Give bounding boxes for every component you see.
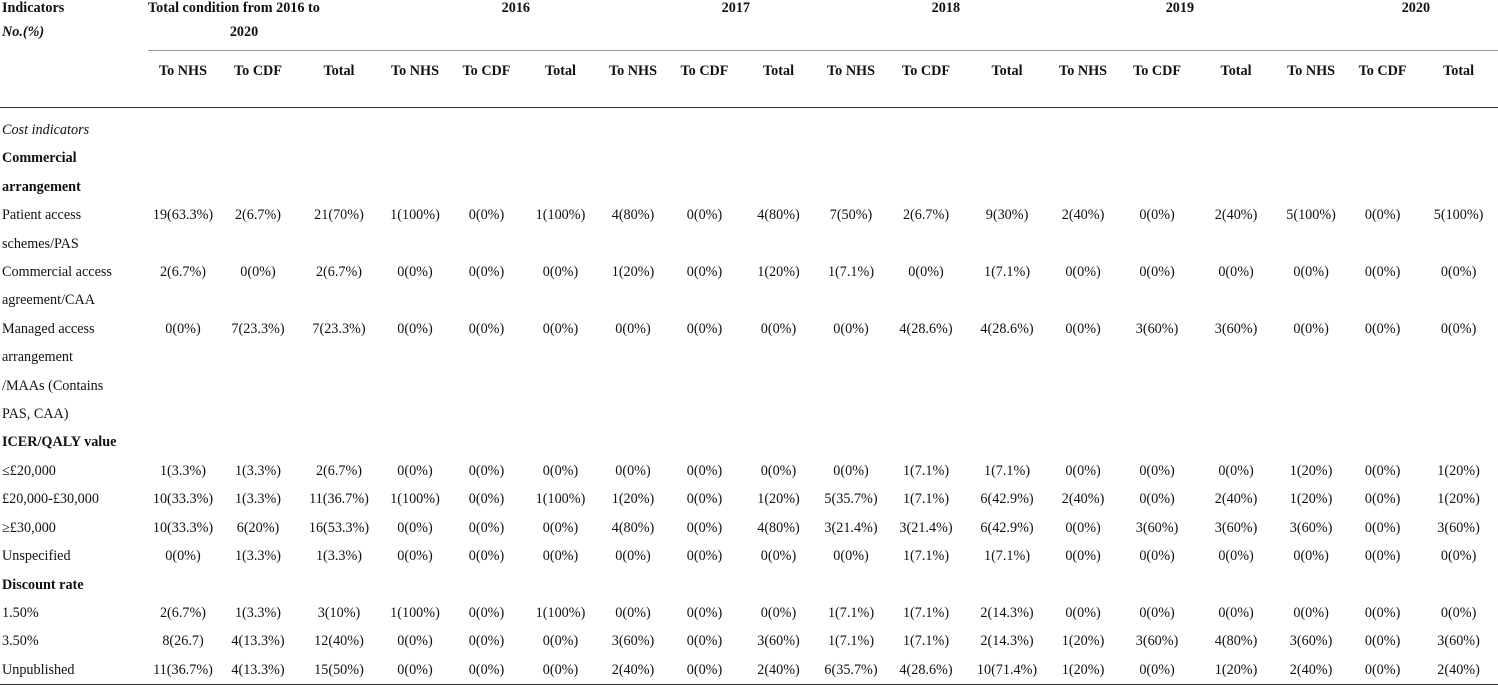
section-label: Cost indicators: [2, 122, 90, 138]
table-cell: 0(0%): [165, 320, 201, 337]
table-cell: 1(7.1%): [902, 604, 950, 621]
table-cell: 1(100%): [390, 604, 440, 621]
table-cell: 0(0%): [397, 320, 433, 337]
table-cell: 1(20%): [757, 491, 800, 508]
table-cell: 0(0%): [1218, 604, 1254, 621]
table-cell: 3(60%): [1214, 320, 1258, 337]
year-2017-rule: [598, 24, 816, 51]
subheader-2020-total: Total: [1443, 63, 1475, 79]
indicator-header: Indicators: [2, 0, 65, 16]
section-label: Discount rate: [2, 576, 84, 593]
table-cell: 0(0%): [908, 264, 944, 281]
table-cell: 4(80%): [611, 519, 655, 536]
table-cell: 0(0%): [686, 519, 723, 536]
row-label-line: Commercial access: [2, 264, 112, 281]
table-cell: 5(35.7%): [824, 491, 878, 508]
table-cell: 6(42.9%): [980, 519, 1034, 536]
table-cell: 1(20%): [1061, 661, 1105, 678]
row-label-line: agreement/CAA: [2, 292, 95, 309]
table-row: [0, 457, 1498, 485]
row-label-line: Managed access: [2, 320, 95, 337]
table-cell: 2(14.3%): [980, 633, 1034, 650]
table-cell: 4(28.6%): [980, 320, 1034, 337]
table-cell: 0(0%): [686, 633, 723, 650]
table-cell: 1(7.1%): [983, 548, 1031, 565]
row-label-line: 3.50%: [2, 633, 39, 650]
table-cell: 0(0%): [760, 548, 797, 565]
table-cell: 1(7.1%): [902, 633, 950, 650]
table-cell: 0(0%): [468, 548, 505, 565]
row-label-line: schemes/PAS: [2, 235, 79, 252]
table-cell: 11(36.7%): [309, 491, 369, 508]
table-cell: 0(0%): [1139, 264, 1175, 281]
table-cell: 1(100%): [535, 491, 586, 508]
subheader-2016-to-nhs: To NHS: [391, 63, 439, 79]
table-cell: 2(6.7%): [234, 207, 282, 224]
subheader-2019-to-cdf: To CDF: [1133, 63, 1182, 79]
section-row: [0, 173, 1498, 201]
table-cell: 7(23.3%): [231, 320, 285, 337]
table-cell: 6(20%): [236, 519, 280, 536]
table-cell: 0(0%): [1065, 519, 1101, 536]
table-cell: 0(0%): [1065, 264, 1101, 281]
table-cell: 1(20%): [1214, 661, 1258, 678]
year-header-2019: 2019: [1165, 0, 1195, 16]
table-cell: 0(0%): [1065, 604, 1101, 621]
subheader-2019-total: Total: [1220, 63, 1252, 79]
total-group-line1: Total condition from 2016 to: [148, 0, 320, 16]
table-cell: 1(100%): [390, 491, 440, 508]
table-cell: 3(60%): [1289, 633, 1333, 650]
table-cell: 1(20%): [757, 264, 800, 281]
table-cell: 12(40%): [314, 633, 364, 650]
table-cell: 1(3.3%): [234, 548, 282, 565]
table-cell: 2(40%): [1289, 661, 1333, 678]
table-cell: 1(20%): [611, 491, 655, 508]
table-cell: 10(33.3%): [152, 519, 214, 536]
table-cell: 0(0%): [1139, 604, 1175, 621]
table-cell: 0(0%): [397, 661, 433, 678]
row-label-line: Unspecified: [2, 548, 71, 565]
subheader-2020-to-cdf: To CDF: [1358, 63, 1407, 79]
table-cell: 0(0%): [468, 661, 505, 678]
section-row: [0, 428, 1498, 456]
section-row: [0, 144, 1498, 172]
table-cell: 0(0%): [165, 548, 201, 565]
table-cell: 2(40%): [1061, 207, 1105, 224]
table-cell: 0(0%): [1364, 604, 1401, 621]
table-cell: 1(7.1%): [827, 604, 875, 621]
table-row: [0, 627, 1498, 655]
table-cell: 0(0%): [542, 633, 579, 650]
table-cell: 0(0%): [397, 462, 433, 479]
table-cell: 1(7.1%): [902, 462, 950, 479]
table-cell: 0(0%): [542, 264, 579, 281]
indicator-subheader: No.(%): [2, 24, 45, 40]
subheader-total-to-nhs: To NHS: [159, 63, 207, 79]
table-cell: 0(0%): [1065, 548, 1101, 565]
subheader-2017-to-nhs: To NHS: [609, 63, 657, 79]
table-cell: 1(100%): [390, 207, 440, 224]
table-cell: 0(0%): [686, 320, 723, 337]
table-row: [0, 315, 1498, 429]
table-cell: 0(0%): [542, 462, 579, 479]
row-label: [0, 485, 148, 513]
subheader-total-to-cdf: To CDF: [234, 63, 282, 79]
table-cell: 1(3.3%): [315, 548, 363, 565]
table-cell: 1(3.3%): [234, 491, 282, 508]
table-cell: 0(0%): [468, 491, 505, 508]
table-cell: 1(100%): [535, 604, 586, 621]
table-cell: 2(40%): [1437, 661, 1480, 678]
table-cell: 0(0%): [542, 548, 579, 565]
table-cell: 2(40%): [757, 661, 800, 678]
table-cell: 0(0%): [1364, 462, 1401, 479]
table-cell: 3(21.4%): [824, 519, 878, 536]
table-cell: 1(7.1%): [983, 462, 1031, 479]
table-row: [0, 542, 1498, 570]
table-cell: 0(0%): [1440, 604, 1477, 621]
table-cell: 0(0%): [542, 320, 579, 337]
table-cell: 1(20%): [1061, 633, 1105, 650]
table-cell: 1(7.1%): [827, 633, 875, 650]
table-cell: 5(100%): [1433, 207, 1484, 224]
table-cell: 4(80%): [757, 519, 800, 536]
table-cell: 0(0%): [397, 264, 433, 281]
row-label-line: Patient access: [2, 207, 82, 224]
table-cell: 0(0%): [1065, 462, 1101, 479]
table-cell: 3(60%): [1289, 519, 1333, 536]
table-cell: 3(10%): [317, 604, 361, 621]
row-label: [0, 627, 148, 655]
table-cell: 0(0%): [1293, 320, 1329, 337]
year-2019-rule: [1048, 24, 1276, 51]
row-label: [0, 656, 148, 685]
table-body: [0, 108, 1498, 685]
row-label-line: arrangement: [2, 349, 73, 366]
table-cell: 0(0%): [1065, 320, 1101, 337]
table-cell: 0(0%): [397, 633, 433, 650]
table-cell: 3(60%): [1135, 519, 1179, 536]
row-label-line: £20,000-£30,000: [2, 491, 99, 508]
table-cell: 0(0%): [686, 264, 723, 281]
year-2018-rule: [816, 24, 1048, 51]
subheader-row: [0, 51, 1498, 108]
table-cell: 11(36.7%): [153, 661, 213, 678]
table-cell: 15(50%): [314, 661, 364, 678]
table-cell: 0(0%): [468, 519, 505, 536]
table-cell: 0(0%): [1364, 548, 1401, 565]
table-cell: 0(0%): [468, 633, 505, 650]
subheader-2016-to-cdf: To CDF: [462, 63, 511, 79]
table-cell: 2(6.7%): [159, 264, 207, 281]
table-cell: 1(7.1%): [827, 264, 875, 281]
table-cell: 1(3.3%): [234, 462, 282, 479]
table-cell: 3(60%): [1214, 519, 1258, 536]
table-cell: 21(70%): [314, 207, 364, 224]
row-label-line: ≤£20,000: [2, 462, 56, 479]
subheader-2019-to-nhs: To NHS: [1059, 63, 1108, 79]
table-cell: 0(0%): [686, 462, 723, 479]
row-label-line: 1.50%: [2, 604, 39, 621]
year-header-2020: 2020: [1401, 0, 1431, 16]
row-label-line: /MAAs (Contains: [2, 377, 104, 394]
table-cell: 0(0%): [1293, 264, 1329, 281]
total-group-line2: 2020: [148, 24, 380, 51]
empty-subheader-cell: [0, 51, 148, 108]
table-cell: 0(0%): [1364, 264, 1401, 281]
table-cell: 3(60%): [1437, 519, 1480, 536]
table-cell: 1(100%): [535, 207, 586, 224]
row-label-line: ≥£30,000: [2, 519, 56, 536]
subheader-2018-to-cdf: To CDF: [902, 63, 950, 79]
total-group-header: [148, 0, 380, 24]
subheader-2018-to-nhs: To NHS: [827, 63, 875, 79]
table-cell: 0(0%): [686, 604, 723, 621]
table-cell: 2(14.3%): [980, 604, 1034, 621]
table-header: [0, 0, 1498, 108]
table-cell: 0(0%): [1139, 548, 1175, 565]
table-cell: 1(7.1%): [902, 491, 950, 508]
table-cell: 1(20%): [1289, 491, 1333, 508]
table-cell: 2(40%): [1214, 207, 1258, 224]
table-cell: 0(0%): [1364, 661, 1401, 678]
row-label-line: PAS, CAA): [2, 406, 69, 423]
table-cell: 2(40%): [1061, 491, 1105, 508]
subheader-2017-to-cdf: To CDF: [680, 63, 729, 79]
table-cell: 0(0%): [468, 604, 505, 621]
table-cell: 0(0%): [468, 264, 505, 281]
table-cell: 0(0%): [1440, 548, 1477, 565]
table-cell: 0(0%): [542, 519, 579, 536]
table-cell: 4(28.6%): [899, 320, 953, 337]
table-cell: 0(0%): [686, 491, 723, 508]
table-cell: 0(0%): [615, 320, 651, 337]
table-cell: 4(13.3%): [231, 633, 285, 650]
table-cell: 6(42.9%): [980, 491, 1034, 508]
year-2020-rule: [1276, 24, 1498, 51]
table-row: [0, 201, 1498, 258]
table-cell: 0(0%): [1440, 320, 1477, 337]
table-cell: 0(0%): [1139, 207, 1175, 224]
year-header-2016: 2016: [501, 0, 530, 16]
table-cell: 3(60%): [611, 633, 655, 650]
table-cell: 0(0%): [1293, 548, 1329, 565]
row-label: [0, 514, 148, 542]
table-cell: 0(0%): [1139, 491, 1175, 508]
year-header-2017: 2017: [721, 0, 751, 16]
row-label: [0, 599, 148, 627]
table-cell: 4(80%): [757, 207, 800, 224]
table-cell: 4(80%): [611, 207, 655, 224]
table-cell: 0(0%): [397, 548, 433, 565]
table-cell: 7(23.3%): [312, 320, 366, 337]
table-cell: 2(6.7%): [315, 462, 363, 479]
table-cell: 0(0%): [760, 320, 797, 337]
table-row: [0, 258, 1498, 315]
table-cell: 0(0%): [1364, 519, 1401, 536]
table-cell: 0(0%): [468, 207, 505, 224]
table-cell: 4(13.3%): [231, 661, 285, 678]
table-cell: 8(26.7): [162, 633, 204, 650]
table-row: [0, 485, 1498, 513]
table-cell: 1(3.3%): [159, 462, 207, 479]
section-row: [0, 116, 1498, 144]
table-cell: 10(71.4%): [976, 661, 1038, 678]
table-row: [0, 656, 1498, 685]
table-cell: 2(40%): [1214, 491, 1258, 508]
table-cell: 1(20%): [1437, 462, 1480, 479]
table-cell: 9(30%): [985, 207, 1029, 224]
table-cell: 3(60%): [757, 633, 800, 650]
table-cell: 0(0%): [833, 320, 869, 337]
table-cell: 0(0%): [686, 548, 723, 565]
spacer-cell: [0, 108, 1498, 117]
table-cell: 6(35.7%): [824, 661, 878, 678]
year-2016-rule: [380, 24, 598, 51]
table-cell: 10(33.3%): [152, 491, 214, 508]
table-cell: 0(0%): [615, 548, 651, 565]
table-cell: 2(6.7%): [902, 207, 950, 224]
table-cell: 0(0%): [1440, 264, 1477, 281]
table-cell: 1(7.1%): [902, 548, 950, 565]
table-cell: 0(0%): [542, 661, 579, 678]
table-cell: 0(0%): [468, 462, 505, 479]
table-cell: 0(0%): [1364, 633, 1401, 650]
row-label-line: Unpublished: [2, 661, 75, 678]
table-cell: 0(0%): [760, 604, 797, 621]
section-label: ICER/QALY value: [2, 434, 117, 451]
section-row: [0, 571, 1498, 599]
section-label: arrangement: [2, 178, 81, 195]
table-cell: 0(0%): [397, 519, 433, 536]
row-label: [0, 201, 148, 258]
table-cell: 2(6.7%): [159, 604, 207, 621]
table-cell: 1(20%): [1437, 491, 1480, 508]
row-label: [0, 315, 148, 429]
table-cell: 1(20%): [611, 264, 655, 281]
table-cell: 4(28.6%): [899, 661, 953, 678]
subheader-2016-total: Total: [544, 63, 576, 79]
table-cell: 0(0%): [240, 264, 276, 281]
table-cell: 7(50%): [829, 207, 873, 224]
section-label: Commercial: [2, 150, 77, 167]
table-cell: 0(0%): [833, 548, 869, 565]
row-label: [0, 258, 148, 315]
table-cell: 2(40%): [611, 661, 655, 678]
table-cell: 0(0%): [1218, 548, 1254, 565]
table-cell: 3(60%): [1437, 633, 1480, 650]
table-cell: 0(0%): [760, 462, 797, 479]
subheader-2020-to-nhs: To NHS: [1287, 63, 1336, 79]
table-row: [0, 514, 1498, 542]
spacer-row: [0, 108, 1498, 117]
table-cell: 0(0%): [1364, 491, 1401, 508]
subheader-2017-total: Total: [763, 63, 795, 79]
table-cell: 16(53.3%): [308, 519, 370, 536]
table-cell: 19(63.3%): [152, 207, 214, 224]
table-cell: 0(0%): [686, 661, 723, 678]
table-cell: 0(0%): [1218, 264, 1254, 281]
table-cell: 2(6.7%): [315, 264, 363, 281]
table-cell: 3(21.4%): [899, 519, 953, 536]
table-row: [0, 599, 1498, 627]
subheader-total-total: Total: [323, 63, 355, 79]
table-cell: 0(0%): [615, 604, 651, 621]
table-cell: 4(80%): [1214, 633, 1258, 650]
year-header-2018: 2018: [931, 0, 961, 16]
table-cell: 3(60%): [1135, 320, 1179, 337]
table-cell: 0(0%): [468, 320, 505, 337]
table-cell: 0(0%): [1293, 604, 1329, 621]
table-cell: 3(60%): [1135, 633, 1179, 650]
table-cell: 1(3.3%): [234, 604, 282, 621]
table-cell: 1(20%): [1289, 462, 1333, 479]
row-label: [0, 542, 148, 570]
table-cell: 0(0%): [1364, 207, 1401, 224]
table-cell: 0(0%): [615, 462, 651, 479]
row-label: [0, 457, 148, 485]
table-cell: 0(0%): [833, 462, 869, 479]
table-cell: 0(0%): [1139, 462, 1175, 479]
table-cell: 5(100%): [1286, 207, 1336, 224]
table-cell: 0(0%): [1218, 462, 1254, 479]
subheader-2018-total: Total: [991, 63, 1023, 79]
table-cell: 1(7.1%): [983, 264, 1031, 281]
table-cell: 0(0%): [1139, 661, 1175, 678]
table-cell: 0(0%): [1364, 320, 1401, 337]
table-cell: 0(0%): [686, 207, 723, 224]
